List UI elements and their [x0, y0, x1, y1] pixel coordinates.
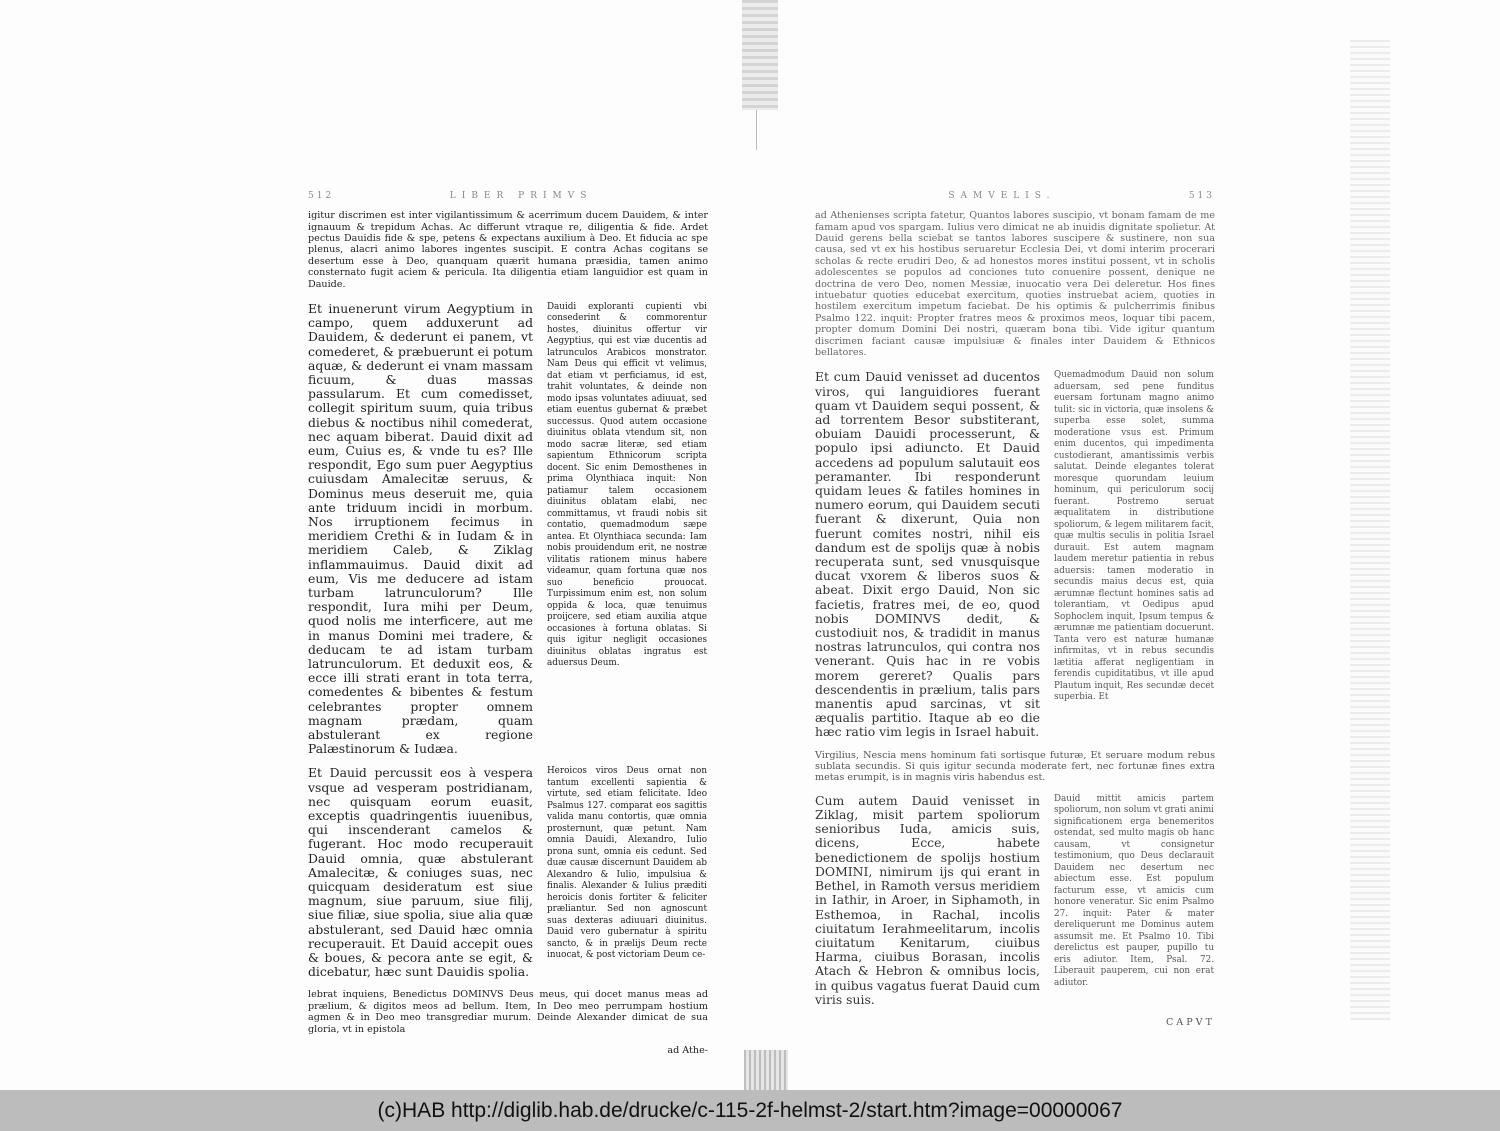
footer-url-text: (c)HAB http://diglib.hab.de/drucke/c-115-2f-helmst-2/start.htm?image=00000067 — [377, 1098, 1123, 1122]
right-block-1 — [815, 370, 1215, 739]
left-main-text-1: Et inuenerunt virum Aegyptium in campo, quem adduxerunt ad Dauidem, & dederunt ei panem, vt comederet, & præbuerunt ei potum aquæ, & dederunt ei vnam massam ficuum, & duas massas passularum. Et cum comedisset, collegit spiritum suum, quia tribus diebus & noctibus nihil comederat, nec aquam biberat. Dauid dixit ad eum, Cuius es, & vnde tu es? Ille respondit, Ego sum puer Aegyptius cuiusdam Amalecitæ seruus, & Dominus meus deseruit me, quia ante triduum incidi in morbum. Nos irruptionem fecimus in meridiem Crethi & in Iudam & in meridiem Caleb, & Ziklag inflammauimus. Dauid dixit ad eum, Vis me deducere ad istam turbam latrunculorum? Ille respondit, Iura mihi per Deum, quod nolis me interficere, aut me in manus Domini mei tradere, & deducam te ad istam turbam latrunculorum. Et deduxit eos, & ecce illi strati erant in tota terra, comedentes & bibentes & festum celebrantes propter omnem magnam prædam, quam abstulerant ex regione Palæstinorum & Iudæa. — [308, 300, 533, 757]
right-commentary-2: Dauid mittit amicis partem spoliorum, non solum vt grati animi significationem erga benemeritos ostendat, sed multo magis ob hanc causam, vt consignetur testimonium, quo Deus declarauit Dauidem nec desertum nec abiectum esse. Est populum facturum esse, vt amicis cum honore veneratur. Sic enim Psalmo 27. inquit: Pater & mater dereliquerunt me Dominus autem assumsit me. Et Psalmo 10. Tibi derelictus est pauper, pupillo tu eris adiutor. Item, Psal. 72. Liberauit pauperem, cui non erat adiutor. — [1054, 793, 1214, 988]
right-running-head — [815, 190, 1215, 202]
left-tail-paragraph: lebrat inquiens, Benedictus DOMINVS Deus meus, qui docet manus meas ad prælium, & digitos meos ad bellum. Item, In Deo meo perrumpam hostium agmen & in Deo meo transgrediar murum. Deinde Alexander dimicat de sua gloria, vt in epistola — [308, 989, 708, 1035]
copyright-footer — [0, 1090, 1500, 1131]
fold-line — [756, 110, 757, 150]
gutter-shadow-top — [742, 0, 778, 110]
right-between-paragraph: Virgilius, Nescia mens hominum fati sortisque futuræ, Et seruare modum rebus sublata secundis. Si quis igitur secunda moderate fert, nec fortunæ fines extra metas erumpit, is in magnis viris habendus est. — [815, 749, 1215, 784]
right-running-title: SAMVELIS. — [948, 191, 1056, 201]
left-catchword: ad Athe- — [667, 1045, 708, 1057]
right-catchword: CAPVT — [1165, 1016, 1215, 1028]
left-block-2 — [308, 766, 708, 979]
left-commentary-2: Heroicos viros Deus ornat non tantum excellenti sapientia & virtute, sed etiam felicitate. Ideo Psalmus 127. comparat eos sagittis valida manu contortis, quæ omnia prosternunt, quæ petunt. Nam omnia Dauidi, Alexandro, Iulio prona sunt, omnia eis cedunt. Sed duæ causæ discernunt Dauidem ab Alexandro & Iulio, impulsiua & finalis. Alexander & Iulius præditi heroicis donis fortiter & feliciter præliantur. Sed non agnoscunt suas dexteras adiuuari diuinitus. Dauid vero gubernatur à spiritu sancto, & in prælijs Deum recte inuocat, & post victoriam Deum ce- — [547, 766, 707, 961]
left-intro-paragraph: igitur discrimen est inter vigilantissimum & acerrimum ducem Dauidem, & inter ignauum & trepidum Achas. Ac differunt vtraque re, diligentia & fide. Ardet pectus Dauidis fide & spe, petens & expectans auxilium à Deo. Et fiducia ac spe plenus, alacri animo labores ingentes suscipit. E contra Achas cogitans se desertum esse à Deo, quanquam quærit humana præsidia, tamen animo consternato fugit aciem & pericula. Ita diligentia etiam languidior est quam in Dauide. — [308, 210, 708, 290]
left-block-1 — [308, 302, 708, 757]
left-page-number: 512 — [308, 191, 335, 201]
left-page — [308, 190, 708, 1057]
page-edge-bleed — [1350, 40, 1390, 1020]
right-block-2 — [815, 794, 1215, 1007]
right-page-number: 513 — [1188, 191, 1215, 201]
right-main-text-2: Cum autem Dauid venisset in Ziklag, misit partem spoliorum senioribus Iuda, amicis suis, dicens, Ecce, habete benedictionem de spolijs hostium DOMINI, nimirum ijs qui erant in Bethel, in Ramoth versus meridiem in Iathir, in Aroer, in Siphamoth, in Esthemoa, in Rachal, incolis ciuitatum Ierahmeelitarum, incolis ciuitatum Kenitarum, ciuibus Harma, ciuibus Borasan, incolis Atach & Hebron & omnibus locis, in quibus vagatus fuerat Dauid cum viris suis. — [815, 792, 1040, 1007]
right-commentary-1: Quemadmodum Dauid non solum aduersam, sed pene funditus euersam fortunam magno animo tulit: sic in victoria, quæ insolens & superba esse solet, summa moderatione vsus est. Primum enim ducentos, qui impedimenta custodierant, amantissimis verbis salutat. Deinde elegantes tolerat moresque quorundam leuium hominum, qui periculorum socij fuerant. Postremo seruat æqualitatem in distributione spoliorum, & legem militarem facit, quæ multis seculis in politia Israel durauit. Est autem magnam laudem meretur patientia in rebus aduersis: tamen moderatio in secundis maius decus est, quia ærumnæ flectunt homines satis ad tolerantiam, vt Oedipus apud Sophoclem inquit, Ipsum tempus & ærumnæ me patientiam docuerunt. Tanta vero est naturæ humanæ infirmitas, vt in rebus secundis lætitia afferat negligentiam in ferendis cupiditatibus, vt ille apud Plautum inquit, Res secundæ decet superbia. Et — [1054, 370, 1214, 703]
left-commentary-1: Dauidi exploranti cupienti vbi consederint & commorentur hostes, diuinitus offertur vir Aegyptius, qui est viæ ducentis ad latrunculos Arabicos monstrator. Nam Deus qui efficit vt velimus, dat etiam vt perficiamus, id est, trahit voluntates, & deinde non modo ipsas voluntates adiuuat, sed etiam euentus gubernat & præbet successus. Quod autem occasione diuinitus oblata vtendum sit, non modo sacræ literæ, sed etiam sapientum Ethnicorum scripta docent. Sic enim Demosthenes in prima Olynthiaca inquit: Non patiamur talem occasionem diuinitus oblatam elabi, nec committamus, vt fraudi nobis sit contatio, quemadmodum sæpe antea. Et Olynthiaca secunda: Iam nobis prouidendum erit, ne nostræ vilitatis rationem minus habere videamur, quam fortuna quæ nos suo beneficio prouocat. Turpissimum enim est, non solum oppida & loca, quæ tenuimus proijcere, sed etiam auxilia atque occasiones à fortuna oblatas. Si quis igitur negligit occasiones diuinitus oblatas ingratus est aduersus Deum. — [547, 301, 707, 669]
right-page — [815, 190, 1215, 1029]
right-intro-paragraph: ad Athenienses scripta fatetur, Quantos labores suscipio, vt bonam famam de me famam apud vos spargam. Iulius vero dimicat ne ab inuidis dignitate spolietur. At Dauid gerens bella sciebat se tantos labores suscipere & sustinere, non sua causa, sed vt ex his hostibus seruaretur Ecclesia Dei, vt domi interim procerari scholas & recte erudiri Deo, & ad honestos mores institui possent, vt in scholis adolescentes se populos ad conciones tuto conuenire possent, denique ne doctrina de vero Deo, nomen Messiæ, inuocatio vera Dei deleretur. Hos fines intuebatur quoties educebat exercitum, quoties instruebat aciem, quoties in hostilem exercitum impetum faciebat. De his optimis & pulcherrimis finibus Psalmo 122. inquit: Propter fratres meos & proximos meos, loquar tibi pacem, propter domum Domini Dei nostri, quæram bona tibi. Vide igitur quantum discrimen faciant causæ impulsiuæ & finales inter Dauidem & Ethnicos bellatores. — [815, 210, 1215, 358]
gutter-shadow-bottom — [744, 1050, 788, 1090]
right-main-text-1: Et cum Dauid venisset ad ducentos viros, qui languidiores fuerant quam vt Dauidem sequi possent, & ad torrentem Besor substiterant, obuiam Dauidi processerunt, & populo ipsi adiuncto. Et Dauid accedens ad populum salutauit eos peramanter. Ibi responderunt quidam leues & fatiles homines in numero eorum, qui Dauidem secuti fuerant & dixerunt, Quia non fuerunt comites nostri, nihil eis dandum est de spolijs quæ à nobis recuperata sunt, sed vnusquisque ducat vxorem & liberos suos & abeat. Dixit ergo Dauid, Non sic facietis, fratres mei, de eo, quod nobis DOMINVS dedit, & custodiuit nos, & tradidit in manus nostras latrunculos, qui contra nos venerant. Quis hac in re vobis morem gereret? Qualis pars descendentis in prælium, talis pars manentis apud sarcinas, vt sit æqualis partitio. Itaque ab eo die hæc ratio vim legis in Israel habuit. — [815, 369, 1040, 740]
left-running-head — [308, 190, 708, 202]
left-main-text-2: Et Dauid percussit eos à vespera vsque ad vesperam postridianam, nec quisquam eorum euasit, exceptis quadringentis iuuenibus, qui inscenderant camelos & fugerant. Hoc modo recuperauit Dauid omnia, quæ abstulerant Amalecitæ, & coniuges suas, nec quicquam desideratum est siue magnum, siue paruum, siue filij, siue filiæ, siue spolia, siue alia quæ abstulerant, sed Dauid hæc omnia recuperauit. Et Dauid accepit oues & boues, & pecora ante se egit, & dicebatur, hæc sunt Dauidis spolia. — [308, 765, 533, 980]
left-running-title: LIBER PRIMVS — [449, 191, 593, 201]
